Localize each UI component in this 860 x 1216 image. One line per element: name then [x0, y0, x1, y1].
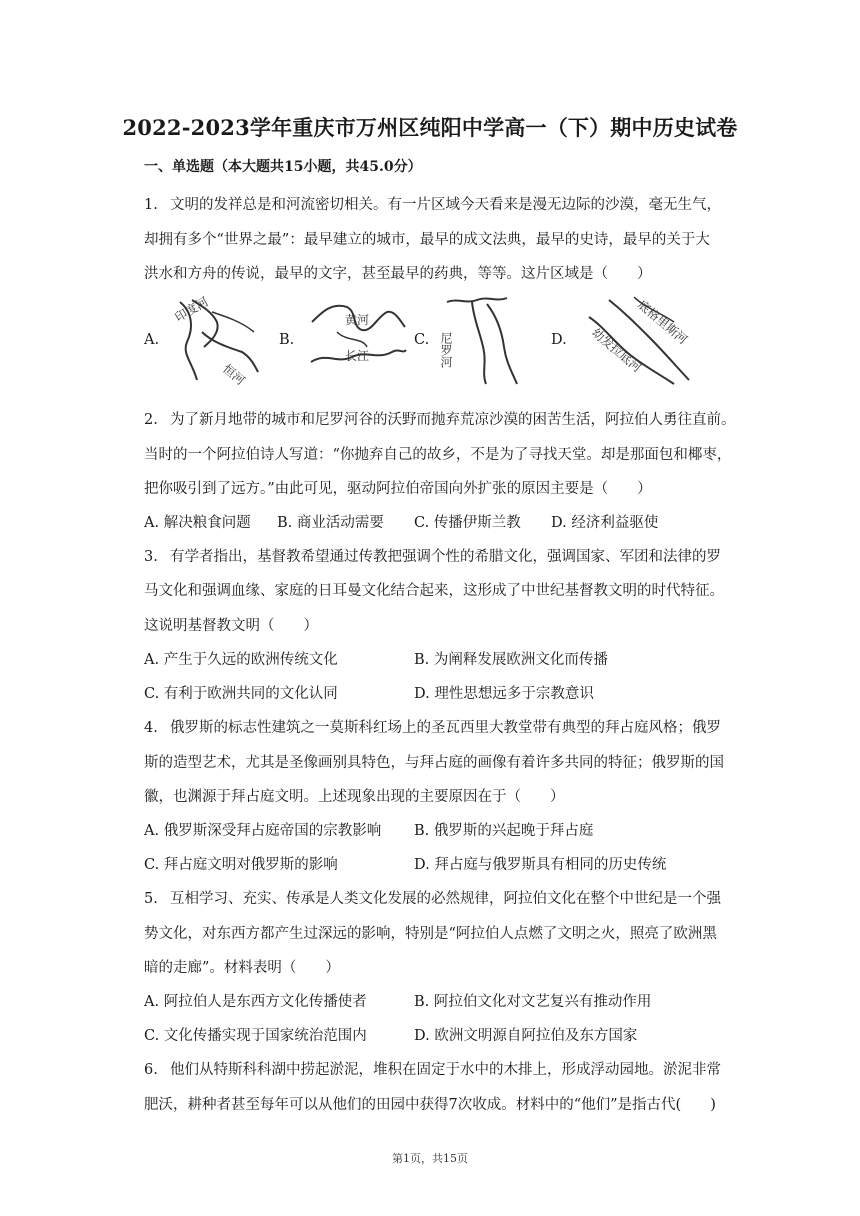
- map-label: 印度河: [172, 294, 211, 325]
- option-d[interactable]: D. 欧洲文明源自阿拉伯及东方国家: [414, 1028, 638, 1044]
- option-a[interactable]: A. 解决粮食问题: [144, 515, 251, 531]
- question-line: 肥沃，耕种者甚至每年可以从他们的田园中获得7次收成。材料中的“他们”是指古代( ): [144, 1097, 716, 1113]
- question-line: 6. 他们从特斯科科湖中捞起淤泥，堆积在固定于水中的木排上，形成浮动园地。淤泥非常: [144, 1062, 721, 1078]
- question-line: 势文化，对东西方都产生过深远的影响，特别是“阿拉伯人点燃了文明之火，照亮了欧洲黑: [144, 926, 717, 942]
- question-line: 洪水和方舟的传说，最早的文字，甚至最早的药典，等等。这片区域是（ ）: [144, 266, 652, 282]
- question-number: 6.: [144, 1062, 158, 1078]
- option-c[interactable]: C. 传播伊斯兰教: [414, 515, 521, 531]
- question-line: 把你吸引到了远方。”由此可见，驱动阿拉伯帝国向外扩张的原因主要是（ ）: [144, 481, 652, 497]
- question-line: 1. 文明的发祥总是和河流密切相关。有一片区域今天看来是漫无边际的沙漠，毫无生气，: [144, 197, 721, 213]
- option-b[interactable]: B. 商业活动需要: [277, 515, 384, 531]
- india-rivers-map: [172, 292, 262, 387]
- map-options: [144, 292, 704, 392]
- question-line: 4. 俄罗斯的标志性建筑之一莫斯科红场上的圣瓦西里大教堂带有典型的拜占庭风格；俄罗: [144, 720, 721, 736]
- option-b[interactable]: B. 俄罗斯的兴起晚于拜占庭: [414, 823, 594, 839]
- map-label: 恒河: [220, 361, 248, 388]
- china-rivers-map: [307, 292, 407, 387]
- option-letter: A.: [144, 332, 160, 348]
- question-line: 马文化和强调血缘、家庭的日耳曼文化结合起来，这形成了中世纪基督教文明的时代特征。: [144, 583, 724, 599]
- map-label: 尼罗河: [439, 332, 453, 368]
- option-d[interactable]: D. 理性思想远多于宗教意识: [414, 686, 594, 702]
- option-b[interactable]: B. 阿拉伯文化对文艺复兴有推动作用: [414, 994, 652, 1010]
- option-letter: D.: [551, 332, 567, 348]
- question-number: 1.: [144, 197, 158, 213]
- option-letter: C.: [414, 332, 430, 348]
- section-heading: 一、单选题（本大题共15小题，共45.0分）: [144, 159, 422, 175]
- mesopotamia-rivers-map: [579, 292, 699, 387]
- option-a[interactable]: A. 俄罗斯深受拜占庭帝国的宗教影响: [144, 823, 382, 839]
- option-a[interactable]: A. 产生于久远的欧洲传统文化: [144, 652, 338, 668]
- option-d[interactable]: D. 拜占庭与俄罗斯具有相同的历史传统: [414, 857, 667, 873]
- page-footer: 第1页，共15页: [392, 1152, 468, 1165]
- option-letter: B.: [279, 332, 295, 348]
- question-line: 暗的走廊”。材料表明（ ）: [144, 960, 340, 976]
- option-c[interactable]: C. 拜占庭文明对俄罗斯的影响: [144, 857, 338, 873]
- question-line: 5. 互相学习、充实、传承是人类文化发展的必然规律，阿拉伯文化在整个中世纪是一个强: [144, 891, 721, 907]
- map-label: 黄河: [345, 313, 370, 327]
- question-number: 2.: [144, 412, 158, 428]
- map-label: 底格里斯河: [635, 297, 691, 347]
- question-line: 3. 有学者指出，基督教希望通过传教把强调个性的希腊文化，强调国家、军团和法律的罗: [144, 549, 721, 565]
- question-line: 斯的造型艺术，尤其是圣像画别具特色，与拜占庭的画像有着许多共同的特征；俄罗斯的国: [144, 755, 724, 771]
- question-number: 3.: [144, 549, 158, 565]
- nile-river-map: [439, 292, 532, 387]
- question-line: 当时的一个阿拉伯诗人写道：“你抛弃自己的故乡，不是为了寻找天堂。却是那面包和椰枣，: [144, 447, 732, 463]
- map-label: 幼发拉底河: [589, 325, 645, 375]
- option-c[interactable]: C. 有利于欧洲共同的文化认同: [144, 686, 338, 702]
- option-b[interactable]: B. 为阐释发展欧洲文化而传播: [414, 652, 608, 668]
- option-c[interactable]: C. 文化传播实现于国家统治范围内: [144, 1028, 367, 1044]
- page-title: 2022-2023学年重庆市万州区纯阳中学高一（下）期中历史试卷: [122, 115, 738, 140]
- question-line: 这说明基督教文明（ ）: [144, 618, 318, 634]
- question-number: 5.: [144, 891, 158, 907]
- question-line: 却拥有多个“世界之最”：最早建立的城市，最早的成文法典，最早的史诗，最早的关于大: [144, 232, 710, 248]
- question-line: 徽，也渊源于拜占庭文明。上述现象出现的主要原因在于（ ）: [144, 789, 565, 805]
- question-number: 4.: [144, 720, 158, 736]
- option-a[interactable]: A. 阿拉伯人是东西方文化传播使者: [144, 994, 367, 1010]
- option-d[interactable]: D. 经济利益驱使: [551, 515, 659, 531]
- question-line: 2. 为了新月地带的城市和尼罗河谷的沃野而抛弃荒凉沙漠的困苦生活，阿拉伯人勇往直前。: [144, 412, 736, 428]
- map-label: 长江: [345, 349, 370, 363]
